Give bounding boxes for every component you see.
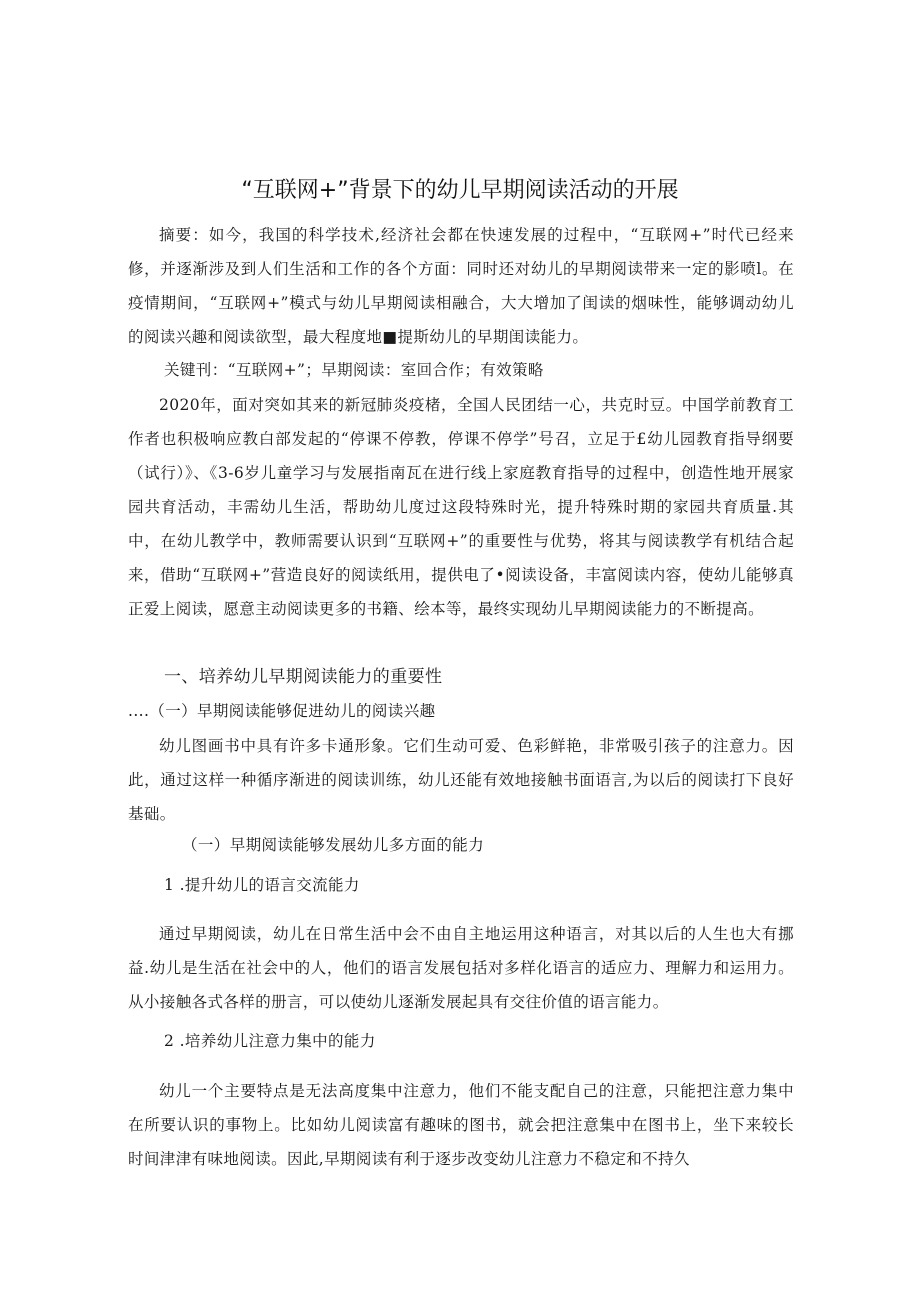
document-title: “互联网+”背景下的幼儿早期阅读活动的开展 (241, 178, 679, 203)
item-1-paragraph: 通过早期阅读，幼儿在日常生活中会不由自主地运用这种语言，对其以后的人生也大有挪益.幼儿是生活在社会中的人，他们的语言发展包括对多样化语言的适应力、理解力和运用力。从小接触各式各样的册言，可以使幼儿逐渐发展起具有交往价值的语言能力。 (128, 925, 794, 1011)
abstract-paragraph: 摘要：如今，我国的科学技术,经济社会都在快速发展的过程中，“互联网+”时代已经来修，并逐渐涉及到人们生活和工作的各个方面：同时还对幼儿的早期阅读带来一定的影喷l。在疫情期间，“互联网+”模式与幼儿早期阅读相融合，大大增加了闺读的烟味性，能够调动幼儿的阅读兴趣和阅读欲型，最大程度地■提斯幼儿的早期闺读能力。 (128, 226, 794, 346)
keywords-line: 关键刊：“互联网+”；早期阅读：室回合作；有效策略 (164, 361, 544, 379)
item-2-paragraph: 幼儿一个主要特点是无法高度集中注意力，他们不能支配自己的注意，只能把注意力集中在所要认识的事物上。比如幼儿阅读富有趣味的图书，就会把注意集中在图书上，坐下来较长时间津津有味地阅读。因此,早期阅读有利于逐步改变幼儿注意力不稳定和不持久 (128, 1082, 794, 1168)
item-heading-1: 1 .提升幼儿的语言交流能力 (164, 876, 360, 894)
item-heading-2: 2 .培养幼儿注意力集中的能力 (164, 1032, 376, 1050)
subsection-heading-2: （一）早期阅读能够发展幼儿多方面的能力 (182, 836, 485, 854)
subsection-heading-1: ....（一）早期阅读能够促进幼儿的阅读兴趣 (128, 702, 436, 720)
section-heading-1: 一、培养幼儿早期阅读能力的重要性 (164, 667, 443, 687)
intro-paragraph: 2020年，面对突如其来的新冠肺炎疫楮，全国人民团结一心，共克时豆。中国学前教育工作者也积极响应教白部发起的“停课不停教，停课不停学”号召，立足于£幼儿园教育指导纲要（试行）》、《3-6岁儿童学习与发展指南瓦在进行线上家庭教育指导的过程中，创造性地开展家园共育活动，丰需幼儿生活，帮助幼儿度过这段特殊时光，提升特殊时期的家园共育质量.其中，在幼儿教学中，教师需要认识到“互联网+”的重要性与优势，将其与阅读教学有机结合起来，借助“互联网+”营造良好的阅读纸用，提供电了•阅读设备，丰富阅读内容，使幼儿能够真正爱上阅读，愿意主动阅读更多的书籍、绘本等，最终实现幼儿早期阅读能力的不断提高。 (128, 396, 794, 618)
subsection-1-paragraph: 幼儿图画书中具有许多卡通形象。它们生动可爱、色彩鲜艳，非常吸引孩子的注意力。因此，通过这样一种循序渐进的阅读训练，幼儿还能有效地接触书面语言,为以后的阅读打下良好基础。 (128, 737, 794, 823)
